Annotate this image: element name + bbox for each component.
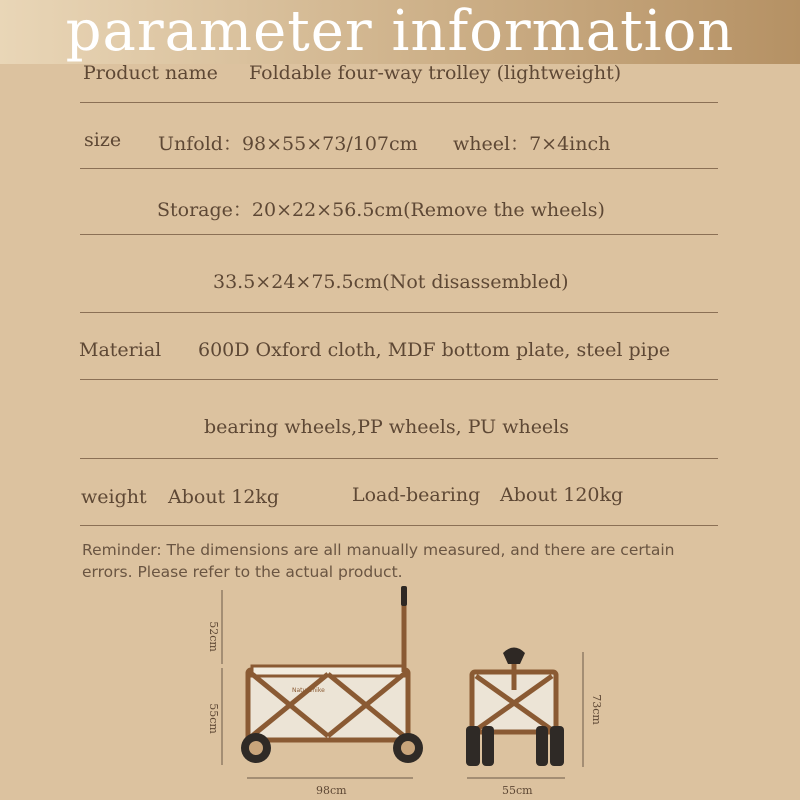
dim-body-height: 55cm bbox=[206, 703, 220, 734]
trolley-side-view bbox=[241, 586, 423, 763]
storage-size: Storage：20×22×56.5cm(Remove the wheels) bbox=[157, 199, 605, 221]
weight-value: About 12kg bbox=[168, 486, 280, 508]
product-name-label: Product name bbox=[83, 62, 218, 84]
dim-width: 55cm bbox=[502, 784, 533, 797]
wheel bbox=[550, 726, 564, 766]
page-title: parameter information bbox=[65, 0, 735, 64]
handle-grip bbox=[503, 648, 525, 665]
wheel bbox=[482, 726, 494, 766]
size-label: size bbox=[84, 129, 122, 151]
load-bearing-value: About 120kg bbox=[500, 484, 624, 506]
dim-length: 98cm bbox=[316, 784, 347, 797]
wheel-size: wheel：7×4inch bbox=[453, 133, 611, 155]
weight-label: weight bbox=[81, 486, 147, 508]
material-value-continued: bearing wheels,PP wheels, PU wheels bbox=[204, 416, 570, 438]
dim-handle-height: 52cm bbox=[206, 621, 220, 652]
material-value: 600D Oxford cloth, MDF bottom plate, steel pipe bbox=[198, 339, 671, 361]
dim-total-height: 73cm bbox=[589, 694, 603, 725]
reminder-note: Reminder: The dimensions are all manually measured, and there are certain errors. Please refer to the actual product. bbox=[82, 541, 675, 581]
product-name-value: Foldable four-way trolley (lightweight) bbox=[249, 62, 622, 84]
handle-grip bbox=[401, 586, 407, 606]
load-bearing-label: Load-bearing bbox=[352, 484, 481, 506]
not-disassembled-size: 33.5×24×75.5cm(Not disassembled) bbox=[213, 271, 569, 293]
wheel bbox=[393, 733, 423, 763]
material-label: Material bbox=[79, 339, 162, 361]
brand-logo: Naturehike bbox=[292, 687, 325, 694]
wheel bbox=[241, 733, 271, 763]
unfold-size: Unfold：98×55×73/107cm bbox=[158, 133, 418, 155]
wheel bbox=[466, 726, 480, 766]
side-fabric-panel bbox=[248, 670, 408, 740]
trolley-front-view bbox=[466, 648, 564, 767]
wheel bbox=[536, 726, 548, 766]
